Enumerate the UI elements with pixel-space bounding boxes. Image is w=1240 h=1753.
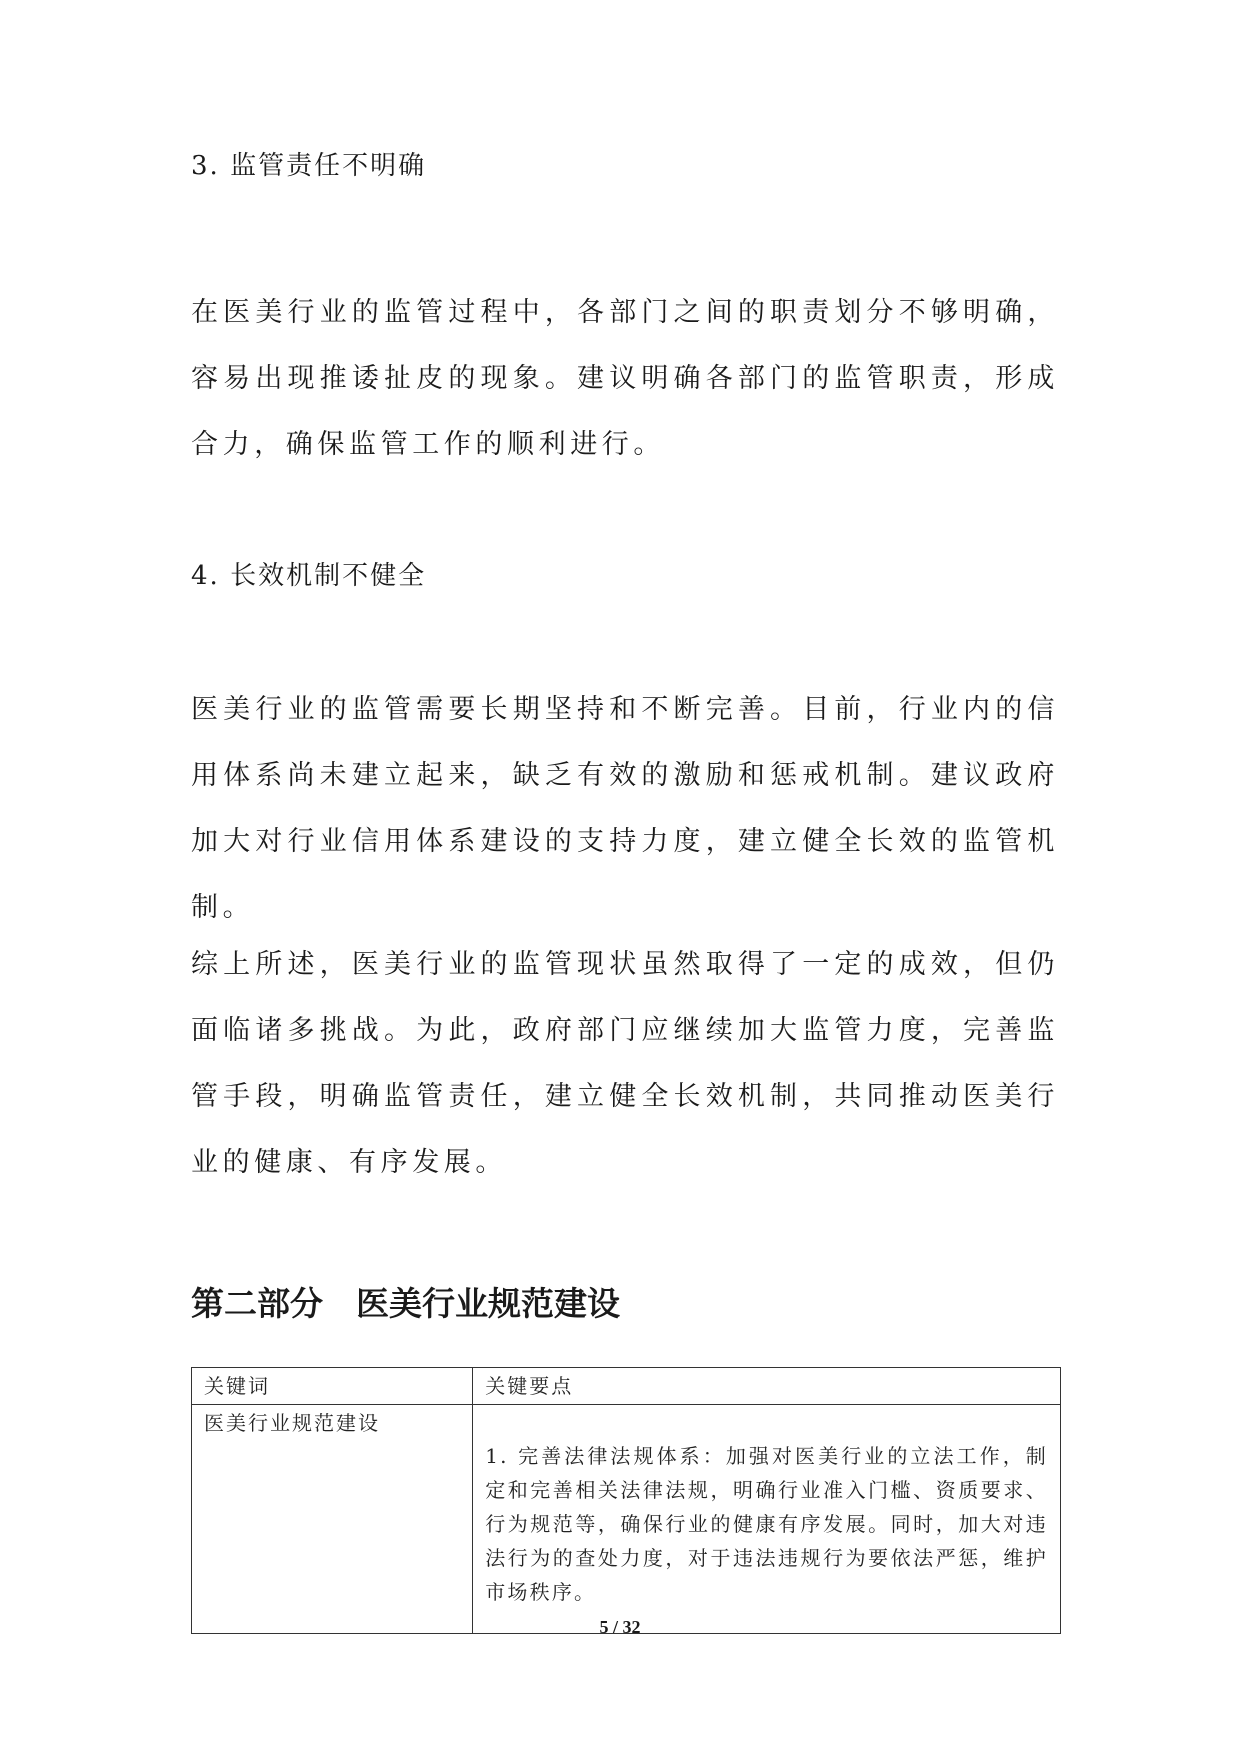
page-number: 5 / 32 <box>599 1617 641 1637</box>
table-cell-keyword: 医美行业规范建设 <box>192 1405 473 1634</box>
subsection-heading-3: 3. 监管责任不明确 <box>191 151 427 181</box>
table-row <box>192 1405 1061 1634</box>
paragraph-summary: 综上所述，医美行业的监管现状虽然取得了一定的成效，但仍面临诸多挑战。为此，政府部门应继续加大监管力度，完善监管手段，明确监管责任，建立健全长效机制，共同推动医美行业的健康、有序发展。 <box>191 949 1059 1178</box>
section-title: 第二部分 医美行业规范建设 <box>191 1284 620 1323</box>
subsection-heading-4: 4. 长效机制不健全 <box>191 561 427 591</box>
table-header-row <box>192 1368 1061 1405</box>
paragraph-responsibility: 在医美行业的监管过程中，各部门之间的职责划分不够明确，容易出现推诿扯皮的现象。建议明确各部门的监管职责，形成合力，确保监管工作的顺利进行。 <box>191 297 1059 460</box>
table-header-key-points: 关键要点 <box>473 1368 1061 1405</box>
table-cell-key-point: 1. 完善法律法规体系：加强对医美行业的立法工作，制定和完善相关法律法规，明确行业准入门槛、资质要求、行为规范等，确保行业的健康有序发展。同时，加大对违法行为的查处力度，对于违法违规行为要依法严惩，维护市场秩序。 <box>473 1405 1061 1634</box>
table-header-keyword: 关键词 <box>192 1368 473 1405</box>
paragraph-long-term-mechanism: 医美行业的监管需要长期坚持和不断完善。目前，行业内的信用体系尚未建立起来，缺乏有效的激励和惩戒机制。建议政府加大对行业信用体系建设的支持力度，建立健全长效的监管机制。 <box>191 694 1059 923</box>
key-points-table <box>191 1367 1061 1634</box>
